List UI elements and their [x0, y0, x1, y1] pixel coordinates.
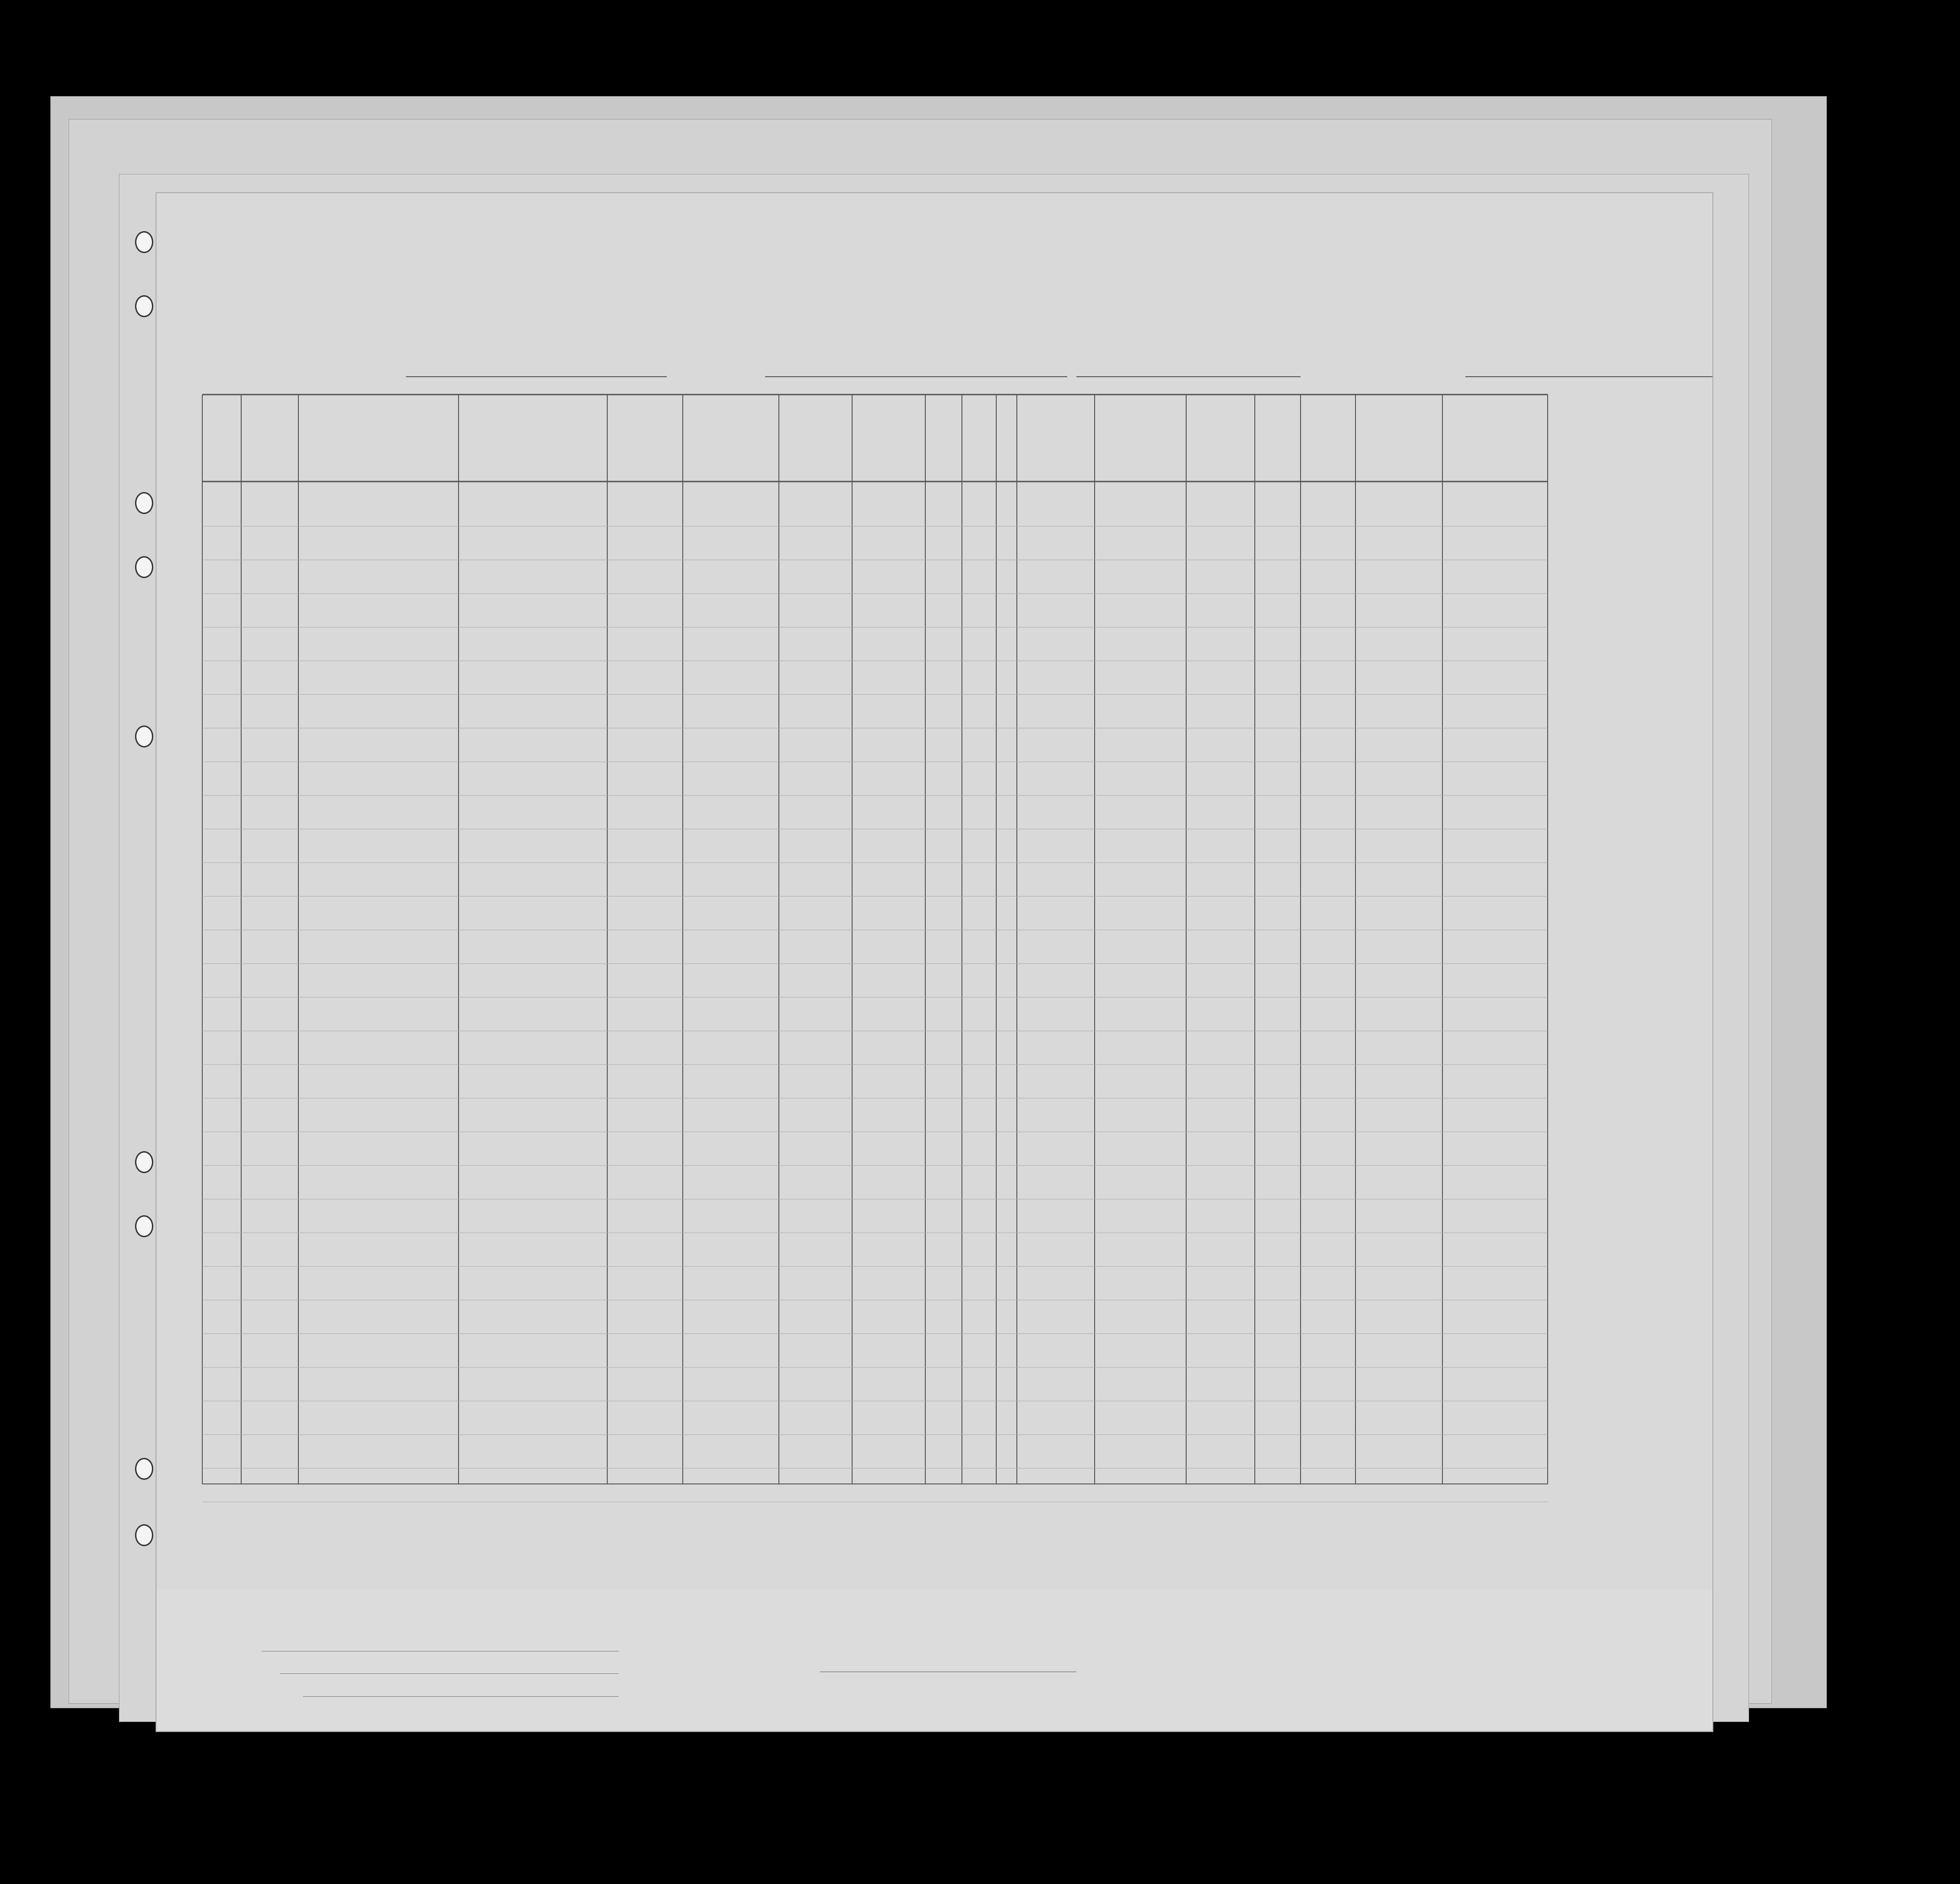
manifest-sheet: [156, 192, 1713, 1732]
binder-hole: [135, 1215, 153, 1237]
binder-hole: [135, 295, 153, 317]
binder-hole: [135, 1151, 153, 1173]
binder-hole: [135, 1458, 153, 1480]
manifest-grid: [157, 193, 1712, 1731]
binder-hole: [135, 556, 153, 578]
binder-hole: [135, 231, 153, 253]
binder-hole: [135, 1524, 153, 1546]
binder-hole: [135, 492, 153, 514]
binder-hole: [135, 725, 153, 747]
binder-holes: [137, 0, 165, 1884]
